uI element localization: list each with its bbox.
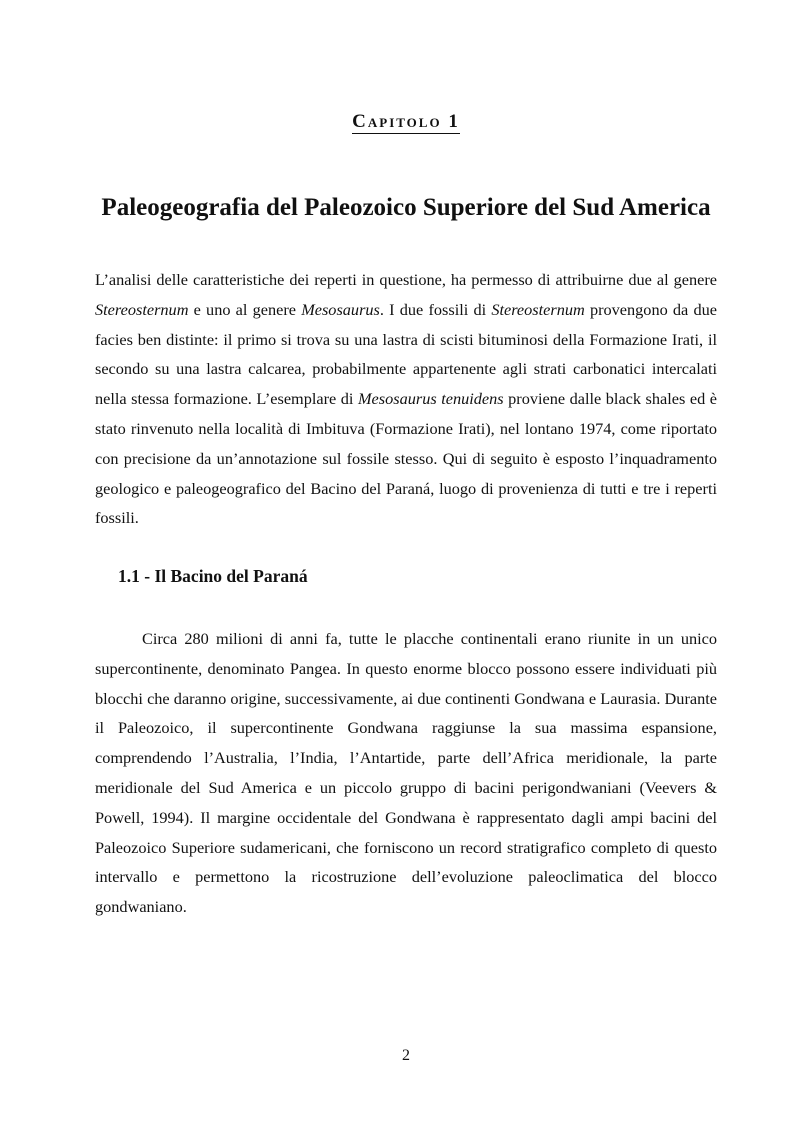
section-heading: 1.1 - Il Bacino del Paraná: [118, 566, 308, 586]
genus-name: Stereosternum: [95, 299, 189, 319]
chapter-label: Capitolo 1: [352, 111, 460, 132]
intro-text-5: proviene dalle black shales ed è stato rinvenuto nella località di Imbituva (Formazione Irati), nel lontano 1974, come riportato con precisione da un’annotazione sul fossile stesso. Qui di seguito è esposto l’inquadramento geologico e paleogeografico del Bacino del Paraná, luogo di provenienza di tutti e tre i reperti fossili.: [95, 389, 717, 528]
species-name: Mesosaurus tenuidens: [357, 389, 504, 409]
genus-name: Stereosternum: [491, 299, 585, 319]
intro-paragraph: [95, 265, 717, 533]
body-paragraph: Circa 280 milioni di anni fa, tutte le placche continentali erano riunite in un unico supercontinente, denominato Pangea. In questo enorme blocco possono essere individuati più blocchi che daranno origine, successivamente, ai due continenti Gondwana e Laurasia. Durante il Paleozoico, il supercontinente Gondwana raggiunse la sua massima espansione, comprendendo l’Australia, l’India, l’Antartide, parte dell’Africa meridionale, la parte meridionale del Sud America e un piccolo gruppo di bacini perigondwaniani (Veevers & Powell, 1994). Il margine occidentale del Gondwana è rappresentato dagli ampi bacini del Paleozoico Superiore sudamericani, che forniscono un record stratigrafico completo di questo intervallo e permettono la ricostruzione dell’evoluzione paleoclimatica del blocco gondwaniano.: [95, 629, 717, 917]
chapter-heading: [0, 111, 794, 133]
intro-text-1: L’analisi delle caratteristiche dei reperti in questione, ha permesso di attribuirne due al genere: [95, 270, 717, 289]
intro-text-2: e uno al genere: [188, 299, 302, 319]
page-title: Paleogeografia del Paleozoico Superiore del Sud America: [101, 194, 711, 221]
intro-text-3: . I due fossili di: [379, 299, 492, 319]
page-number: 2: [402, 1047, 410, 1064]
intro-text-4: provengono da due facies ben distinte: il primo si trova su una lastra di scisti bituminosi della Formazione Irati, il secondo su una lastra calcarea, probabilmente appartenente agli strati carbonatici intercalati nella stessa formazione. L’esemplare di: [95, 299, 717, 409]
genus-name: Mesosaurus: [301, 299, 380, 319]
